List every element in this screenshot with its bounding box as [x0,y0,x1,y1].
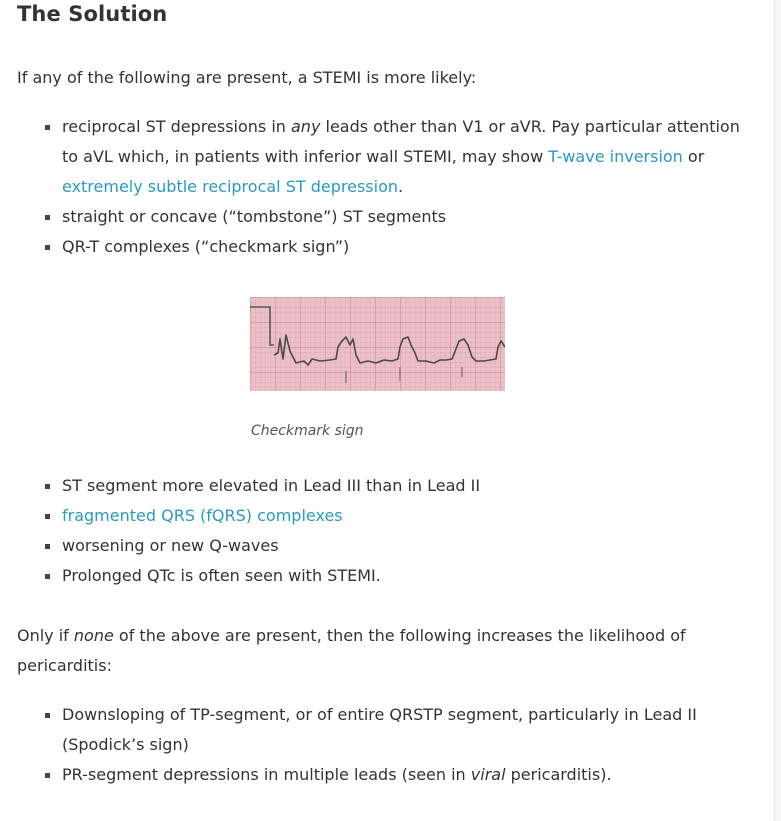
subtle-reciprocal-st-depression-link[interactable]: extremely subtle reciprocal ST depression [62,177,398,196]
pericarditis-intro-paragraph: Only if none of the above are present, then the following increases the likelihood of pericarditis: [17,626,686,675]
list-item-lead-iii-elevation: ST segment more elevated in Lead III than in Lead II [0,471,760,501]
list-item-tombstone-st: straight or concave (“tombstone”) ST segments [0,202,760,232]
list-item-fqrs [0,501,760,531]
section-heading: The Solution [17,2,168,26]
emphasis-any: any [291,117,321,136]
ecg-strip-image [250,297,505,391]
pericarditis-criteria-list [0,700,760,790]
list-item-prolonged-qtc: Prolonged QTc is often seen with STEMI. [0,561,760,591]
list-item-q-waves: worsening or new Q-waves [0,531,760,561]
intro-paragraph: If any of the following are present, a STEMI is more likely: [17,68,477,87]
fragmented-qrs-link[interactable]: fragmented QRS (fQRS) complexes [62,506,343,525]
list-item-spodicks-sign: Downsloping of TP-segment, or of entire QRSTP segment, particularly in Lead II (Spodick’s sign) [0,700,760,760]
stemi-criteria-list [0,112,760,262]
list-item-checkmark-sign: QR-T complexes (“checkmark sign”) [0,232,760,262]
figure-caption: Checkmark sign [251,423,364,439]
list-item-reciprocal-st: reciprocal ST depressions in any leads other than V1 or aVR. Pay particular attention to aVL which, in patients with inferior wall STEMI, may show T-wave inversion or extremely subtle reciprocal ST depression. [0,112,760,202]
list-item-pr-depression: PR-segment depressions in multiple leads (seen in viral pericarditis). [0,760,760,790]
stemi-criteria-list-continued [0,471,760,591]
t-wave-inversion-link[interactable]: T-wave inversion [548,147,683,166]
scrollbar-track[interactable] [774,0,781,821]
emphasis-viral: viral [470,765,506,784]
emphasis-none: none [73,626,114,645]
